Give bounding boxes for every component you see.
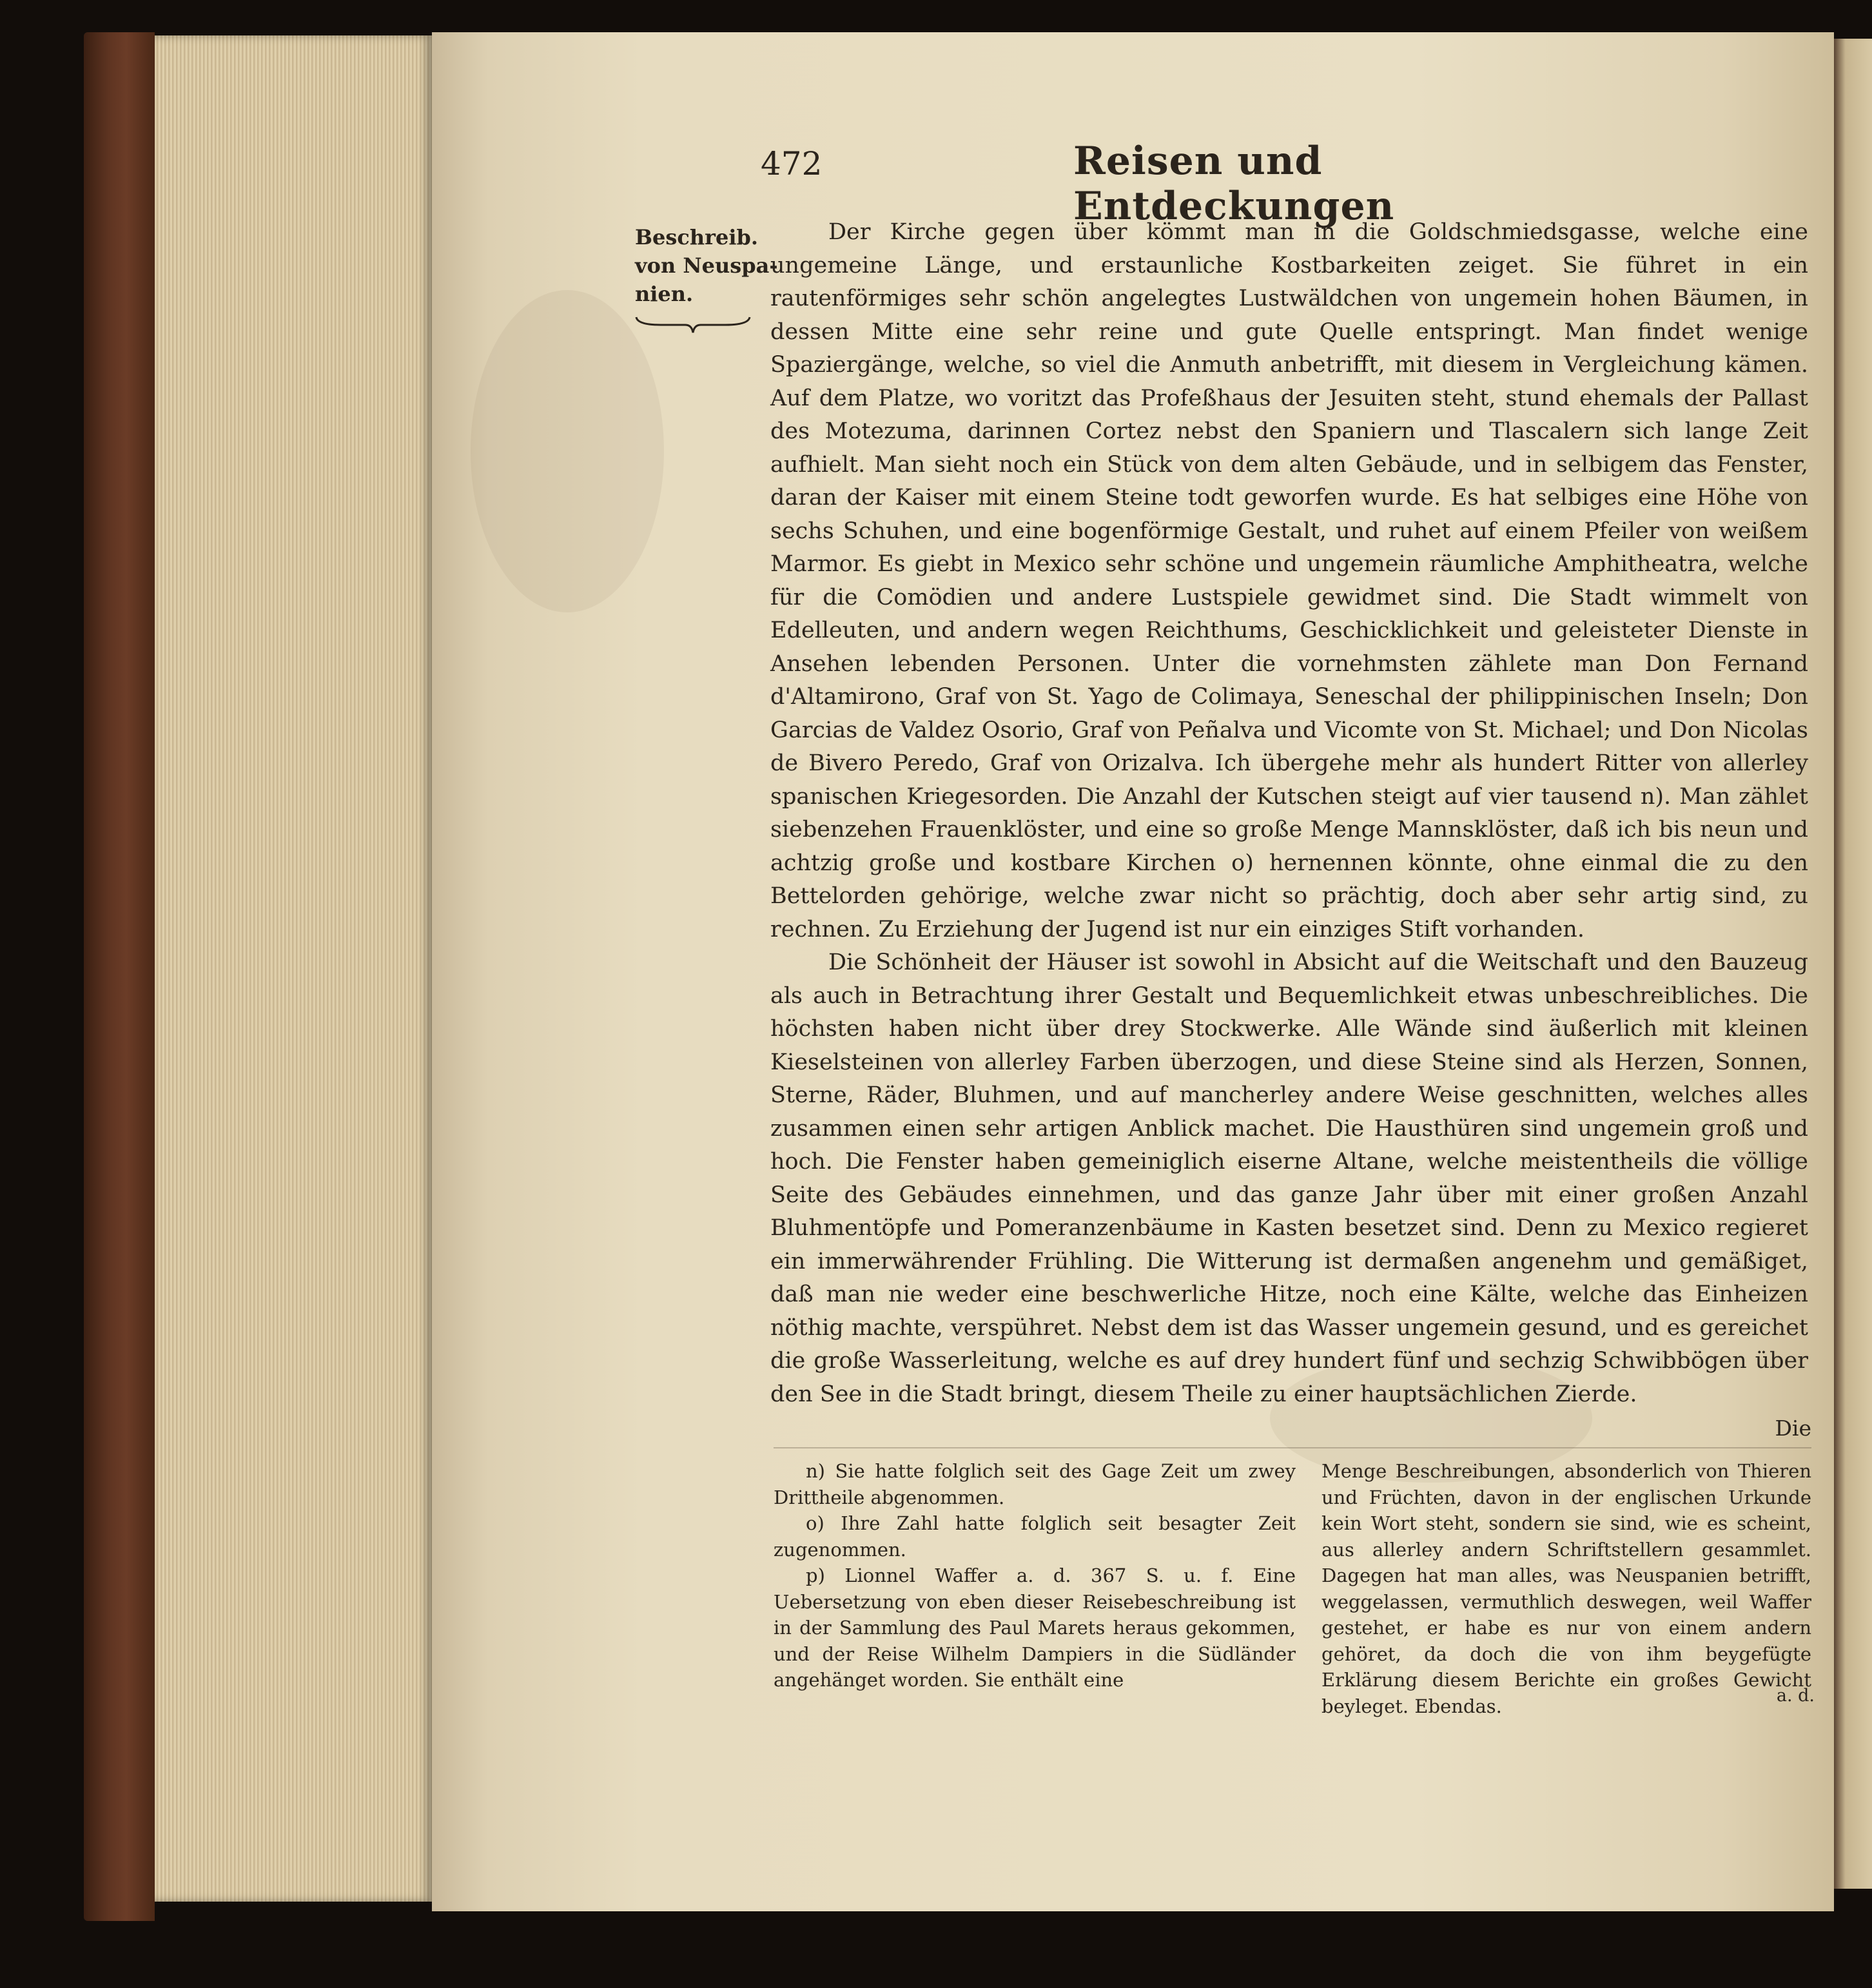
footnote: o) Ihre Zahl hatte folglich seit besagter Zeit zugenommen. — [774, 1512, 1296, 1561]
running-head: Reisen und Entdeckungen — [1073, 139, 1395, 229]
page-edges — [155, 35, 432, 1902]
body-text — [770, 216, 1808, 1411]
footnote-end-reference: a. d. — [1776, 1686, 1815, 1706]
marginal-note-line: von Neuspa- — [635, 253, 778, 278]
book-cover-spine — [84, 32, 155, 1921]
marginal-note — [635, 223, 778, 308]
next-page-edge — [1834, 39, 1872, 1889]
marginal-note-line: nien. — [635, 282, 694, 306]
body-paragraph: Der Kirche gegen über kömmt man in die Goldschmiedsgasse, welche eine ungemeine Länge, und erstaunliche Kostbarkeiten zeiget. Sie führet in ein rautenförmiges sehr schön angelegtes Lustwäldchen von ungemein hohen Bäumen, in dessen Mitte eine sehr reine und gute Quelle entspringt. Man findet wenige Spaziergänge, welche, so viel die Anmuth anbetrifft, mit diesem in Vergleichung kämen. Auf dem Platze, wo voritzt das Profeßhaus der Jesuiten steht, stund ehemals der Pallast des Motezuma, darinnen Cortez nebst den Spaniern und Tlascalern sich lange Zeit aufhielt. Man sieht noch ein Stück von dem alten Gebäude, und in selbigem das Fenster, daran der Kaiser mit einem Steine todt geworfen wurde. Es hat selbiges eine Höhe von sechs Schuhen, und eine bogenförmige Gestalt, und ruhet auf einem Pfeiler von weißem Marmor. Es giebt in Mexico sehr schöne und ungemein räumliche Amphitheatra, welche für die Comödien und andere Lustspiele gewidmet sind. Die Stadt wimmelt von Edelleuten, und andern wegen Reichthums, Geschicklichkeit und geleisteter Dienste in Ansehen lebenden Personen. Unter die vornehmsten zählete man Don Fernand d'Altamirono, Graf von St. Yago de Colimaya, Seneschal der philippinischen Inseln; Don Garcias de Valdez Osorio, Graf von Peñalva und Vicomte von St. Michael; und Don Nicolas de Bivero Peredo, Graf von Orizalva. Ich übergehe mehr als hundert Ritter von allerley spanischen Kriegesorden. Die Anzahl der Kutschen steigt auf vier tausend n). Man zählet siebenzehen Frauenklöster, und eine so große Menge Mannsklöster, daß ich bis neun und achtzig große und kostbare Kirchen o) hernennen könnte, ohne einmal die zu den Bettelorden gehörige, welche zwar nicht so prächtig, doch aber sehr artig sind, zu rechnen. Zu Erziehung der Jugend ist nur ein einziges Stift vorhanden. — [770, 219, 1808, 942]
footnote: n) Sie hatte folglich seit des Gage Zeit um zwey Drittheile abgenommen. — [774, 1460, 1296, 1508]
footnotes-left-column — [774, 1458, 1296, 1693]
footnote-continuation: Menge Beschreibungen, absonderlich von Thieren und Früchten, davon in der englischen Urkunde kein Wort steht, sondern sie sind, wie es scheint, aus allerley andern Schriftstellern gesammlet. Dagegen hat man alles, was Neuspanien betrifft, weggelassen, vermuthlich deswegen, weil Waffer gestehet, er habe es nur von einem andern gehöret, da doch die von ihm beygefügte Erklärung diesem Berichte ein großes Gewicht beyleget. Ebendas. — [1321, 1460, 1811, 1717]
marginal-note-line: Beschreib. — [635, 225, 759, 249]
footnote: p) Lionnel Waffer a. d. 367 S. u. f. Eine Uebersetzung von eben dieser Reisebeschreibung ist in der Sammlung des Paul Marets heraus gekommen, und der Reise Wilhelm Dampiers in die Südländer angehänget worden. Sie enthält eine — [774, 1564, 1296, 1691]
catchword: Die — [1775, 1416, 1811, 1441]
page-number: 472 — [761, 145, 823, 182]
marginal-brace — [635, 315, 751, 334]
body-paragraph: Die Schönheit der Häuser ist sowohl in Absicht auf die Weitschaft und den Bauzeug als auch in Betrachtung ihrer Gestalt und Bequemlichkeit etwas unbeschreibliches. Die höchsten haben nicht über drey Stockwerke. Alle Wände sind äußerlich mit kleinen Kieselsteinen von allerley Farben überzogen, und diese Steine sind als Herzen, Sonnen, Sterne, Räder, Bluhmen, und auf mancherley andere Weise geschnitten, welches alles zusammen einen sehr artigen Anblick machet. Die Hausthüren sind ungemein groß und hoch. Die Fenster haben gemeiniglich eiserne Altane, welche meistentheils die völlige Seite des Gebäudes einnehmen, und das ganze Jahr über mit einer großen Anzahl Bluhmentöpfe und Pomeranzenbäume in Kasten besetzet sind. Denn zu Mexico regieret ein immerwährender Frühling. Die Witterung ist dermaßen angenehm und gemäßiget, daß man nie weder eine beschwerliche Hitze, noch eine Kälte, welche das Einheizen nöthig machte, verspühret. Nebst dem ist das Wasser ungemein gesund, und es gereichet die große Wasserleitung, welche es auf drey hundert fünf und sechzig Schwibbögen über den See in die Stadt bringt, diesem Theile zu einer hauptsächlichen Zierde. — [770, 950, 1808, 1407]
paper-stain — [471, 290, 664, 612]
footnote-separator — [774, 1447, 1811, 1448]
footnotes-right-column — [1321, 1458, 1811, 1719]
